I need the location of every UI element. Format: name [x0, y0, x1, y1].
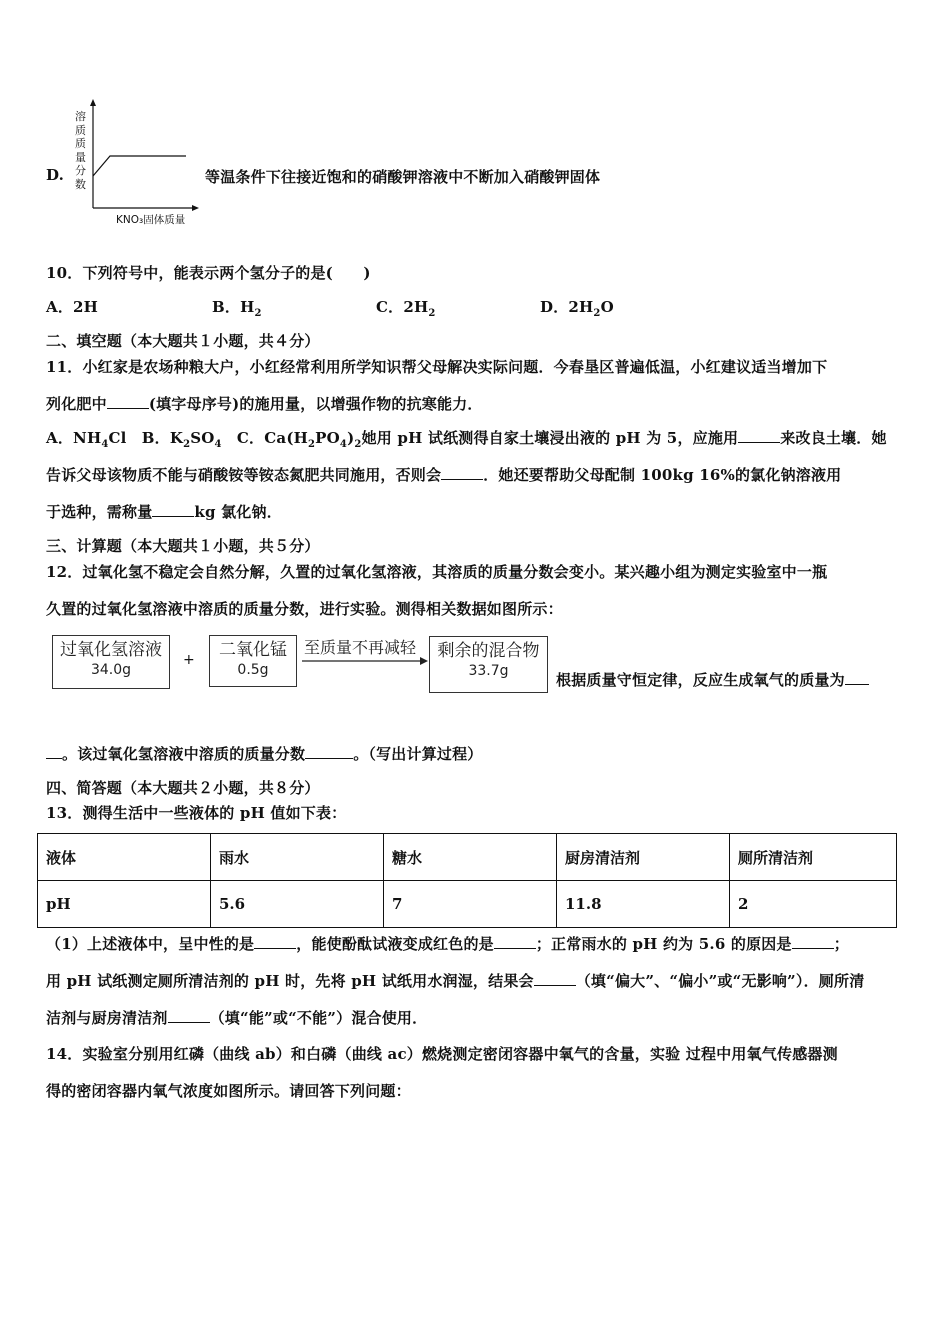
- graph-curve: [93, 156, 186, 176]
- box-hydrogen-peroxide: 过氧化氢溶液 34.0g: [52, 635, 170, 689]
- answer-blank[interactable]: [738, 430, 780, 443]
- solubility-graph: [70, 98, 200, 228]
- section-3-heading: 三、计算题（本大题共１小题，共５分）: [46, 537, 320, 555]
- q14-line-1: 14．实验室分别用红磷（曲线 ab）和白磷（曲线 ac）燃烧测定密闭容器中氧气的含量，实验 过程中用氧气传感器测: [46, 1045, 838, 1063]
- q12-line-3: 根据质量守恒定律，反应生成氧气的质量为: [556, 669, 869, 690]
- q12-line-1: 12．过氧化氢不稳定会自然分解，久置的过氧化氢溶液，其溶质的质量分数会变小。某兴趣小组为测定实验室中一瓶: [46, 563, 828, 581]
- answer-blank[interactable]: [168, 1010, 210, 1023]
- ph-table: [37, 833, 897, 928]
- q13-stem: 13．测得生活中一些液体的 pH 值如下表：: [46, 804, 347, 822]
- table-cell: 11.8: [557, 881, 730, 928]
- reaction-arrow: [300, 656, 430, 666]
- answer-blank[interactable]: [494, 936, 536, 949]
- table-cell: 糖水: [384, 834, 557, 881]
- table-cell: 雨水: [211, 834, 384, 881]
- graph-y-char: 数: [75, 177, 86, 191]
- answer-blank[interactable]: [792, 936, 834, 949]
- box-manganese-dioxide: 二氧化锰 0.5g: [209, 635, 297, 687]
- q11-line-5: 于选种，需称量 kg 氯化钠．: [46, 503, 282, 521]
- graph-y-char: 溶: [75, 110, 86, 123]
- graph-y-char: 质: [75, 137, 86, 150]
- q13-line-3: 洁剂与厨房清洁剂 （填“能”或“不能”）混合使用．: [46, 1009, 428, 1027]
- q13-line-2: 用 pH 试纸测定厕所清洁剂的 pH 时，先将 pH 试纸用水润湿，结果会 （填“偏大”、“偏小”或“无影响”）．厕所清: [46, 972, 865, 990]
- table-cell: 厕所清洁剂: [730, 834, 897, 881]
- section-4-heading: 四、简答题（本大题共２小题，共８分）: [46, 779, 320, 797]
- q12-line-2: 久置的过氧化氢溶液中溶质的质量分数，进行实验。测得相关数据如图所示：: [46, 600, 563, 618]
- table-cell: 厨房清洁剂: [557, 834, 730, 881]
- table-cell: 液体: [38, 834, 211, 881]
- table-cell: 7: [384, 881, 557, 928]
- answer-blank[interactable]: [46, 746, 62, 759]
- graph-x-axis-label: KNO₃固体质量: [116, 214, 186, 226]
- q11-line-2: 列化肥中 (填字母序号)的施用量，以增强作物的抗寒能力．: [46, 395, 483, 413]
- q11-line-4: 告诉父母该物质不能与硝酸铵等铵态氮肥共同施用，否则会 ．她还要帮助父母配制 100kg 16%的氯化钠溶液用: [46, 466, 842, 484]
- q11-line-1: 11．小红家是农场种粮大户，小红经常利用所学知识帮父母解决实际问题．今春垦区普遍低温，小红建议适当增加下: [46, 358, 828, 376]
- graph-y-char: 分: [75, 164, 86, 177]
- graph-axes: [70, 98, 200, 228]
- q10-option-c: C．$2H_2$: [376, 298, 436, 319]
- q10-stem: 10．下列符号中，能表示两个氢分子的是( ): [46, 264, 371, 282]
- answer-blank[interactable]: [305, 746, 353, 759]
- q13-line-1: （1）上述液体中，呈中性的是 ，能使酚酞试液变成红色的是 ；正常雨水的 pH 约为 5.6 的原因是 ；: [46, 935, 849, 953]
- table-cell: pH: [38, 881, 211, 928]
- answer-blank[interactable]: [107, 396, 149, 409]
- q10-option-a: A．2H: [46, 298, 99, 316]
- option-label-d: D.: [46, 166, 65, 184]
- answer-blank[interactable]: [254, 936, 296, 949]
- option-d-description: 等温条件下往接近饱和的硝酸钾溶液中不断加入硝酸钾固体: [205, 168, 601, 186]
- q10-option-b: B．$H_2$: [212, 298, 262, 319]
- answer-blank[interactable]: [845, 672, 869, 685]
- q10-option-d: D．$2H_2O$: [540, 298, 614, 319]
- table-cell: 2: [730, 881, 897, 928]
- answer-blank[interactable]: [534, 973, 576, 986]
- arrow-label: 至质量不再减轻: [304, 638, 417, 657]
- table-row: [38, 881, 897, 928]
- q12-line-4: 。该过氧化氢溶液中溶质的质量分数 。（写出计算过程）: [46, 743, 483, 764]
- q14-line-2: 得的密闭容器内氧气浓度如图所示。请回答下列问题：: [46, 1082, 411, 1100]
- box-remaining-mixture: 剩余的混合物 33.7g: [429, 636, 548, 693]
- q11-line-3: A．$NH_4Cl$ B．$K_2SO_4$ C．$Ca(H_2PO_4)_2$她用 pH 试纸测得自家土壤浸出液的 pH 为 5，应施用 来改良土壤．她: [46, 429, 887, 450]
- answer-blank[interactable]: [152, 504, 194, 517]
- graph-y-char: 量: [75, 150, 86, 164]
- plus-sign: +: [183, 652, 195, 668]
- table-cell: 5.6: [211, 881, 384, 928]
- answer-blank[interactable]: [441, 467, 483, 480]
- graph-y-char: 质: [75, 123, 86, 137]
- section-2-heading: 二、填空题（本大题共１小题，共４分）: [46, 332, 320, 350]
- table-row: [38, 834, 897, 881]
